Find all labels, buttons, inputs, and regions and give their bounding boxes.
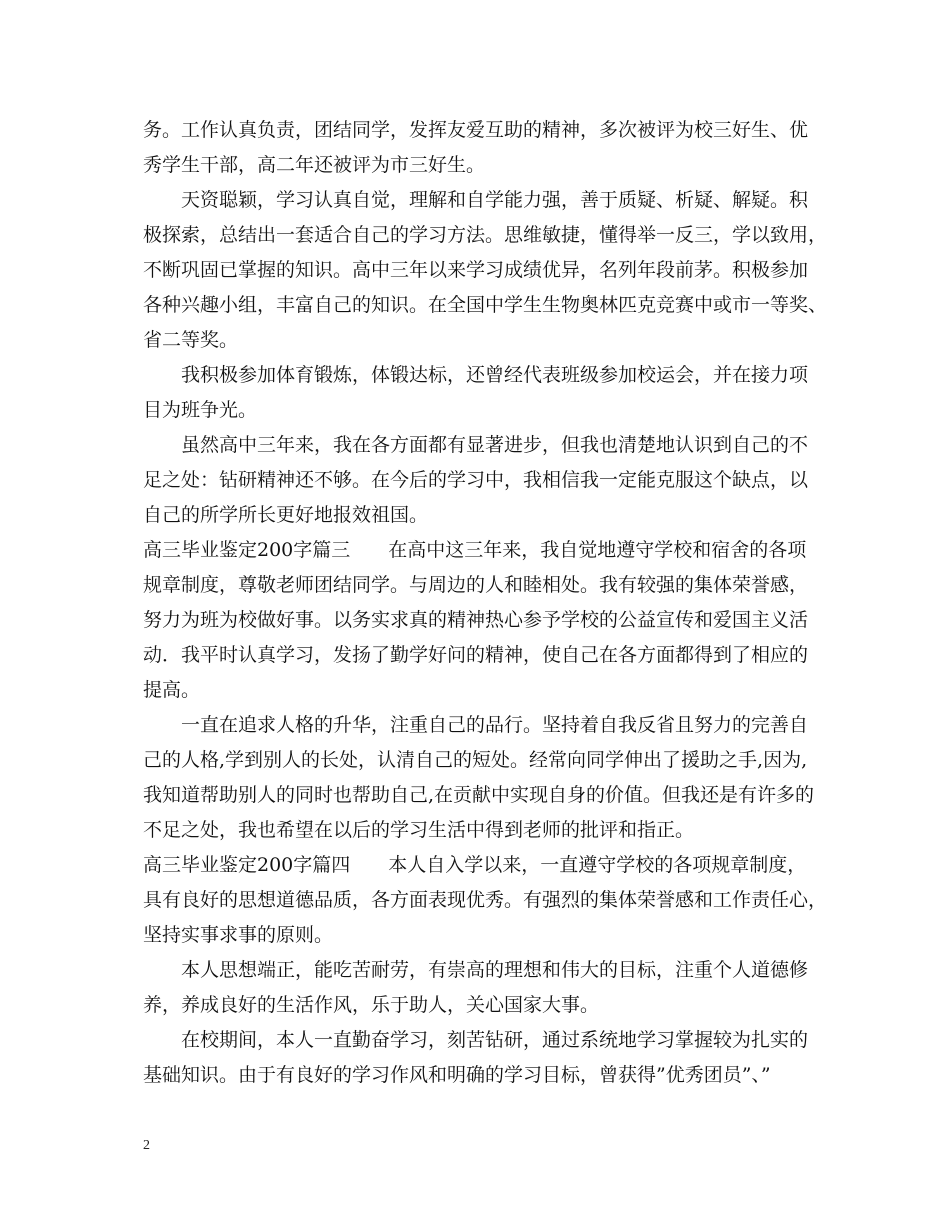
- text-line: 基础知识。由于有良好的学习作风和明确的学习目标，曾获得”优秀团员”、”: [143, 1064, 771, 1086]
- paragraph-start: 虽然高中三年来，我在各方面都有显著进步，但我也清楚地认识到自己的不: [181, 434, 809, 456]
- section-heading-line: 高三毕业鉴定200字篇三 在高中这三年来，我自觉地遵守学校和宿舍的各项: [143, 539, 807, 561]
- text-line: 坚持实事求事的原则。: [143, 924, 334, 946]
- page-number: 2: [143, 1138, 150, 1153]
- section-heading-line: 高三毕业鉴定200字篇四 本人自入学以来，一直遵守学校的各项规章制度，: [143, 854, 807, 876]
- text-line: 我知道帮助别人的同时也帮助自己,在贡献中实现自身的价值。但我还是有许多的: [143, 784, 815, 806]
- text-line: 省二等奖。: [143, 329, 239, 351]
- paragraph-start: 在校期间，本人一直勤奋学习，刻苦钻研，通过系统地学习掌握较为扎实的: [181, 1029, 809, 1051]
- text-line: 规章制度，尊敬老师团结同学。与周边的人和睦相处。我有较强的集体荣誉感，: [143, 574, 809, 596]
- text-line: 目为班争光。: [143, 399, 258, 421]
- text-line: 极探索，总结出一套适合自己的学习方法。思维敏捷，懂得举一反三，学以致用，: [143, 224, 828, 246]
- text-line: 足之处：钻研精神还不够。在今后的学习中，我相信我一定能克服这个缺点，以: [143, 469, 809, 491]
- text-line: 务。工作认真负责，团结同学，发挥友爱互助的精神，多次被评为校三好生、优: [143, 119, 809, 141]
- text-line: 己的人格,学到别人的长处，认清自己的短处。经常向同学伸出了援助之手,因为,: [143, 749, 808, 771]
- paragraph-start: 天资聪颖，学习认真自觉，理解和自学能力强，善于质疑、析疑、解疑。积: [181, 189, 809, 211]
- text-line: 秀学生干部，高二年还被评为市三好生。: [143, 154, 486, 176]
- text-line: 提高。: [143, 679, 201, 701]
- paragraph-start: 本人思想端正，能吃苦耐劳，有崇高的理想和伟大的目标，注重个人道德修: [181, 959, 809, 981]
- text-line: 各种兴趣小组，丰富自己的知识。在全国中学生生物奥林匹克竞赛中或市一等奖、: [143, 294, 828, 316]
- text-line: 不断巩固已掌握的知识。高中三年以来学习成绩优异，名列年段前茅。积极参加: [143, 259, 809, 281]
- text-line: 养，养成良好的生活作风，乐于助人，关心国家大事。: [143, 994, 600, 1016]
- text-line: 具有良好的思想道德品质，各方面表现优秀。有强烈的集体荣誉感和工作责任心，: [143, 889, 828, 911]
- paragraph-start: 我积极参加体育锻炼，体锻达标，还曾经代表班级参加校运会，并在接力项: [181, 364, 809, 386]
- text-line: 自己的所学所长更好地报效祖国。: [143, 504, 429, 526]
- text-line: 动．我平时认真学习，发扬了勤学好问的精神，使自己在各方面都得到了相应的: [143, 644, 809, 666]
- text-line: 努力为班为校做好事。以务实求真的精神热心参予学校的公益宣传和爱国主义活: [143, 609, 809, 631]
- paragraph-start: 一直在追求人格的升华，注重自己的品行。坚持着自我反省且努力的完善自: [181, 714, 809, 736]
- text-line: 不足之处，我也希望在以后的学习生活中得到老师的批评和指正。: [143, 819, 695, 841]
